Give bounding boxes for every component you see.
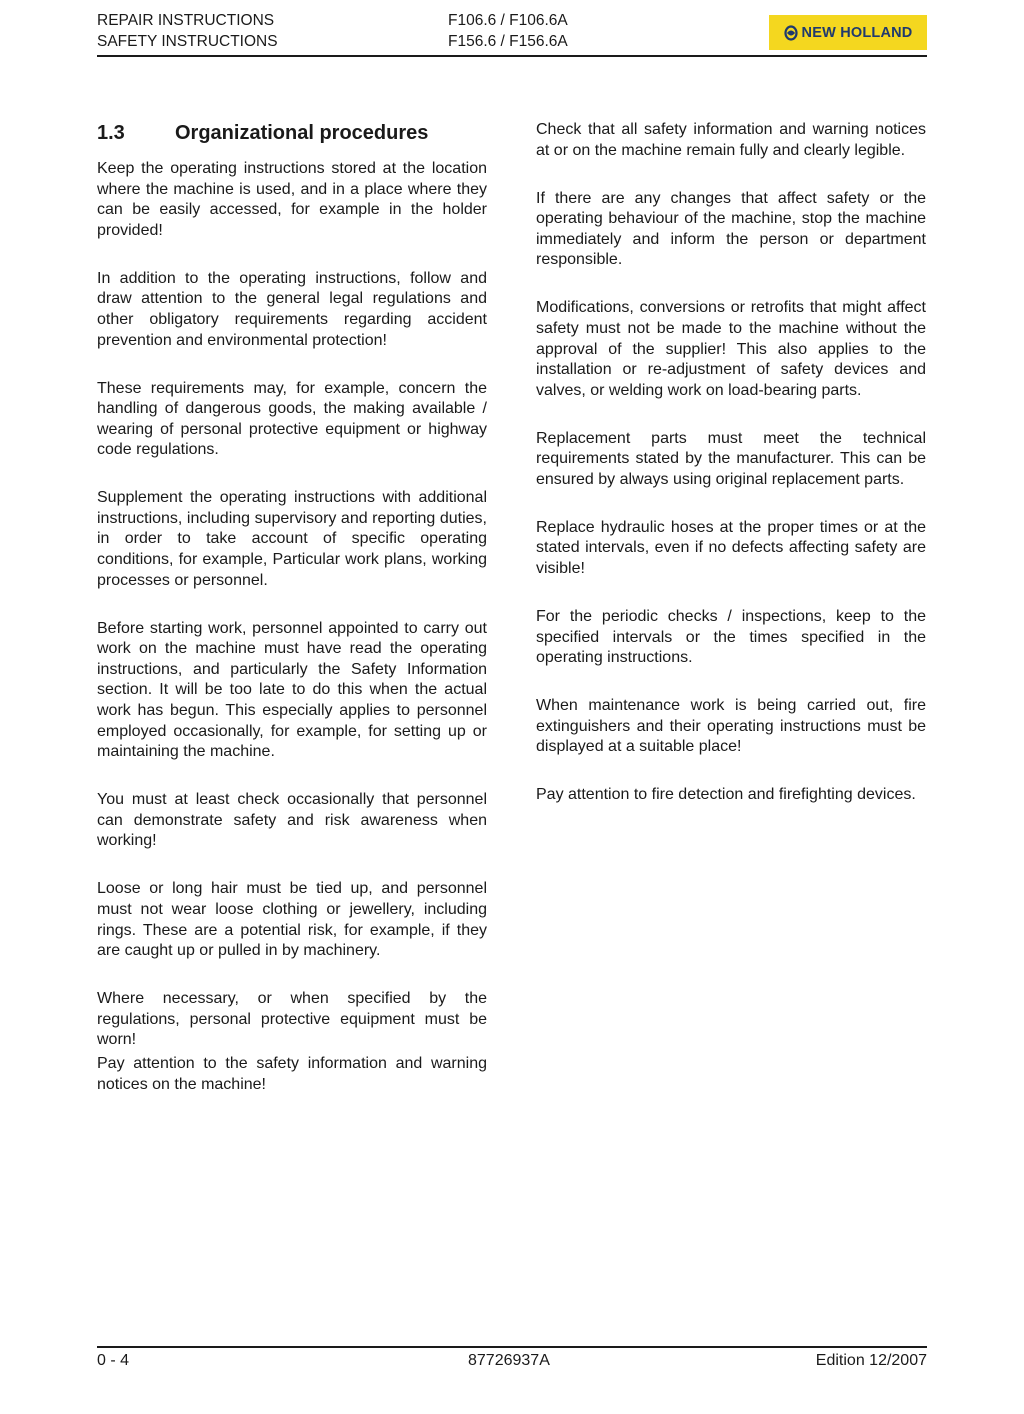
paragraph: Replace hydraulic hoses at the proper times or at the stated intervals, even if no defects affecting safety are visible!: [536, 518, 926, 578]
section-heading: [97, 120, 487, 146]
document-number: 87726937A: [468, 1352, 550, 1369]
logo-text: NEW HOLLAND: [801, 24, 913, 41]
left-column: [97, 120, 487, 1123]
paragraph: These requirements may, for example, concern the handling of dangerous goods, the making available / wearing of personal protective equipment or highway code regulations.: [97, 379, 487, 459]
paragraph: Replacement parts must meet the technical requirements stated by the manufacturer. This can be ensured by always using original replacement parts.: [536, 429, 926, 488]
header-model-line2: F156.6 / F156.6A: [448, 33, 568, 50]
paragraph: Modifications, conversions or retrofits that might affect safety must not be made to the machine without the approval of the supplier! This also applies to the installation or re-adjustment of safety devices and valves, or welding work on load-bearing parts.: [536, 299, 926, 399]
section-title: Organizational procedures: [175, 122, 429, 144]
footer-rule: [97, 1346, 927, 1348]
leaf-icon: [784, 25, 798, 41]
paragraph: When maintenance work is being carried out, fire extinguishers and their operating instructions must be displayed at a suitable place!: [536, 697, 926, 756]
paragraph: You must at least check occasionally that personnel can demonstrate safety and risk awareness when working!: [97, 791, 487, 850]
page-header: [97, 10, 927, 56]
paragraph: Check that all safety information and warning notices at or on the machine remain fully and clearly legible.: [536, 121, 926, 159]
paragraph: For the periodic checks / inspections, keep to the specified intervals or the times specified in the operating instructions.: [536, 608, 926, 667]
header-title-safety: SAFETY INSTRUCTIONS: [97, 33, 278, 50]
paragraph: Where necessary, or when specified by the regulations, personal protective equipment must be worn!: [97, 990, 487, 1049]
paragraph: Before starting work, personnel appointed to carry out work on the machine must have read the operating instructions, and particularly the Safety Information section. It will be too late to do this when the actual work has begun. This especially applies to personnel employed occasionally, for example, for setting up or maintaining the machine.: [97, 619, 487, 761]
paragraph: Pay attention to fire detection and firefighting devices.: [536, 786, 916, 804]
new-holland-logo: [769, 15, 927, 50]
page-number: 0 - 4: [97, 1352, 130, 1369]
header-rule: [97, 55, 927, 57]
header-left: [97, 10, 278, 52]
paragraph: In addition to the operating instructions, follow and draw attention to the general legal regulations and other obligatory requirements regarding accident prevention and environmental protection!: [97, 269, 487, 349]
paragraph: If there are any changes that affect safety or the operating behaviour of the machine, stop the machine immediately and inform the person or department responsible.: [536, 189, 926, 269]
edition-label: Edition 12/2007: [815, 1352, 927, 1369]
right-column: [536, 120, 926, 833]
paragraph: Pay attention to the safety information and warning notices on the machine!: [97, 1054, 487, 1093]
paragraph: Supplement the operating instructions with additional instructions, including supervisory and reporting duties, in order to take account of specific operating conditions, for example, Particular work plans, working processes or personnel.: [97, 489, 487, 589]
header-title-repair: REPAIR INSTRUCTIONS: [97, 12, 275, 29]
header-model-line1: F106.6 / F106.6A: [448, 12, 568, 29]
paragraph: Keep the operating instructions stored at the location where the machine is used, and in a place where they can be easily accessed, for example in the holder provided!: [97, 160, 487, 239]
paragraph: Loose or long hair must be tied up, and personnel must not wear loose clothing or jewellery, including rings. These are a potential risk, for example, if they are caught up or pulled in by machinery.: [97, 880, 487, 960]
logo-inner: [784, 25, 913, 41]
section-number: 1.3: [97, 122, 125, 144]
header-models: [448, 10, 568, 52]
